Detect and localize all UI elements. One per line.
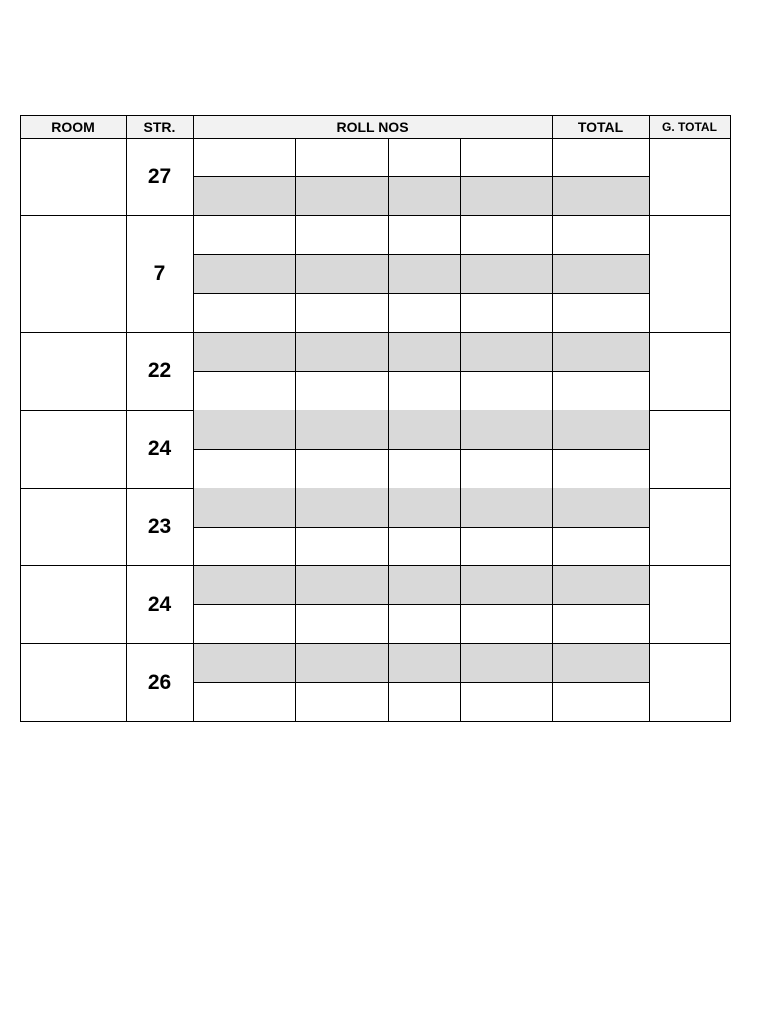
g-total-cell[interactable] (649, 333, 730, 411)
str-value: 23 (147, 514, 172, 538)
grid-line (193, 371, 650, 372)
roll-no-cell[interactable] (388, 177, 460, 216)
roll-no-cell[interactable] (460, 371, 552, 410)
grid-line (20, 115, 731, 116)
grid-line (20, 138, 731, 139)
roll-no-cell[interactable] (193, 683, 295, 722)
total-cell[interactable] (552, 410, 649, 449)
roll-no-cell[interactable] (460, 605, 552, 644)
roll-no-cell[interactable] (193, 255, 295, 294)
roll-no-cell[interactable] (193, 177, 295, 216)
roll-no-cell[interactable] (460, 216, 552, 255)
roll-no-cell[interactable] (460, 410, 552, 449)
g-total-cell[interactable] (649, 566, 730, 644)
roll-no-cell[interactable] (460, 177, 552, 216)
total-cell[interactable] (552, 488, 649, 527)
roll-no-cell[interactable] (460, 138, 552, 177)
roll-no-cell[interactable] (460, 683, 552, 722)
room-cell[interactable] (20, 216, 126, 333)
grid-line (552, 115, 553, 722)
roll-no-cell[interactable] (295, 644, 388, 683)
grid-line (193, 115, 194, 722)
roll-no-cell[interactable] (388, 683, 460, 722)
header-room: ROOM (20, 115, 126, 138)
roll-no-cell[interactable] (460, 566, 552, 605)
roll-no-cell[interactable] (295, 216, 388, 255)
grid-line (730, 115, 731, 722)
roll-no-cell[interactable] (388, 410, 460, 449)
room-cell[interactable] (20, 138, 126, 216)
total-cell[interactable] (552, 644, 649, 683)
roll-no-cell[interactable] (295, 527, 388, 566)
roll-no-cell[interactable] (295, 605, 388, 644)
seating-table (20, 115, 730, 721)
roll-no-cell[interactable] (193, 605, 295, 644)
roll-no-cell[interactable] (193, 410, 295, 449)
str-value: 22 (147, 359, 172, 383)
roll-no-cell[interactable] (460, 488, 552, 527)
roll-no-cell[interactable] (295, 488, 388, 527)
str-value: 24 (147, 437, 172, 461)
str-value: 27 (147, 164, 172, 188)
roll-no-cell[interactable] (460, 255, 552, 294)
room-cell[interactable] (20, 410, 126, 488)
g-total-cell[interactable] (649, 644, 730, 722)
roll-no-cell[interactable] (388, 644, 460, 683)
roll-no-cell[interactable] (388, 255, 460, 294)
str-value: 24 (147, 592, 172, 616)
grid-line (193, 254, 650, 255)
roll-no-cell[interactable] (388, 216, 460, 255)
roll-no-cell[interactable] (193, 488, 295, 527)
roll-no-cell[interactable] (388, 371, 460, 410)
roll-no-cell[interactable] (388, 527, 460, 566)
g-total-cell[interactable] (649, 138, 730, 216)
roll-no-cell[interactable] (460, 294, 552, 333)
grid-line (193, 527, 650, 528)
g-total-cell[interactable] (649, 216, 730, 333)
roll-no-cell[interactable] (295, 566, 388, 605)
grid-line (649, 115, 650, 722)
roll-no-cell[interactable] (295, 138, 388, 177)
roll-no-cell[interactable] (295, 683, 388, 722)
total-cell[interactable] (552, 683, 649, 722)
grid-line (193, 682, 650, 683)
roll-no-cell[interactable] (460, 644, 552, 683)
roll-no-cell[interactable] (193, 333, 295, 372)
roll-no-cell[interactable] (193, 644, 295, 683)
grid-line (193, 176, 650, 177)
roll-no-cell[interactable] (388, 138, 460, 177)
roll-no-cell[interactable] (193, 371, 295, 410)
roll-no-cell[interactable] (388, 333, 460, 372)
roll-no-cell[interactable] (295, 255, 388, 294)
total-cell[interactable] (552, 333, 649, 372)
roll-no-cell[interactable] (295, 449, 388, 488)
grid-line (126, 115, 127, 722)
roll-no-cell[interactable] (193, 449, 295, 488)
roll-no-cell[interactable] (460, 527, 552, 566)
total-cell[interactable] (552, 255, 649, 294)
grid-line (193, 449, 650, 450)
g-total-cell[interactable] (649, 488, 730, 566)
roll-no-cell[interactable] (193, 566, 295, 605)
total-cell[interactable] (552, 371, 649, 410)
total-cell[interactable] (552, 216, 649, 255)
str-value: 7 (153, 262, 166, 286)
total-cell[interactable] (552, 449, 649, 488)
total-cell[interactable] (552, 527, 649, 566)
roll-no-cell[interactable] (295, 177, 388, 216)
roll-no-cell[interactable] (460, 333, 552, 372)
total-cell[interactable] (552, 605, 649, 644)
roll-no-cell[interactable] (388, 488, 460, 527)
room-cell[interactable] (20, 333, 126, 411)
grid-line (295, 138, 296, 722)
grid-line (388, 138, 389, 722)
total-cell[interactable] (552, 566, 649, 605)
header-roll-nos: ROLL NOS (193, 115, 552, 138)
room-cell[interactable] (20, 644, 126, 722)
roll-no-cell[interactable] (388, 566, 460, 605)
roll-no-cell[interactable] (388, 605, 460, 644)
g-total-cell[interactable] (649, 410, 730, 488)
room-cell[interactable] (20, 488, 126, 566)
roll-no-cell[interactable] (460, 449, 552, 488)
grid-line (20, 115, 21, 722)
total-cell[interactable] (552, 177, 649, 216)
roll-no-cell[interactable] (295, 294, 388, 333)
total-cell[interactable] (552, 294, 649, 333)
roll-no-cell[interactable] (193, 294, 295, 333)
grid-line (20, 721, 731, 722)
str-value: 26 (147, 670, 172, 694)
header-g-total: G. TOTAL (649, 115, 730, 138)
header-str: STR. (126, 115, 193, 138)
roll-no-cell[interactable] (388, 294, 460, 333)
roll-no-cell[interactable] (295, 333, 388, 372)
grid-line (460, 138, 461, 722)
total-cell[interactable] (552, 138, 649, 177)
room-cell[interactable] (20, 566, 126, 644)
roll-no-cell[interactable] (388, 449, 460, 488)
roll-no-cell[interactable] (193, 216, 295, 255)
roll-no-cell[interactable] (295, 371, 388, 410)
roll-no-cell[interactable] (295, 410, 388, 449)
roll-no-cell[interactable] (193, 527, 295, 566)
roll-no-cell[interactable] (193, 138, 295, 177)
header-total: TOTAL (552, 115, 649, 138)
grid-line (193, 293, 650, 294)
grid-line (193, 604, 650, 605)
